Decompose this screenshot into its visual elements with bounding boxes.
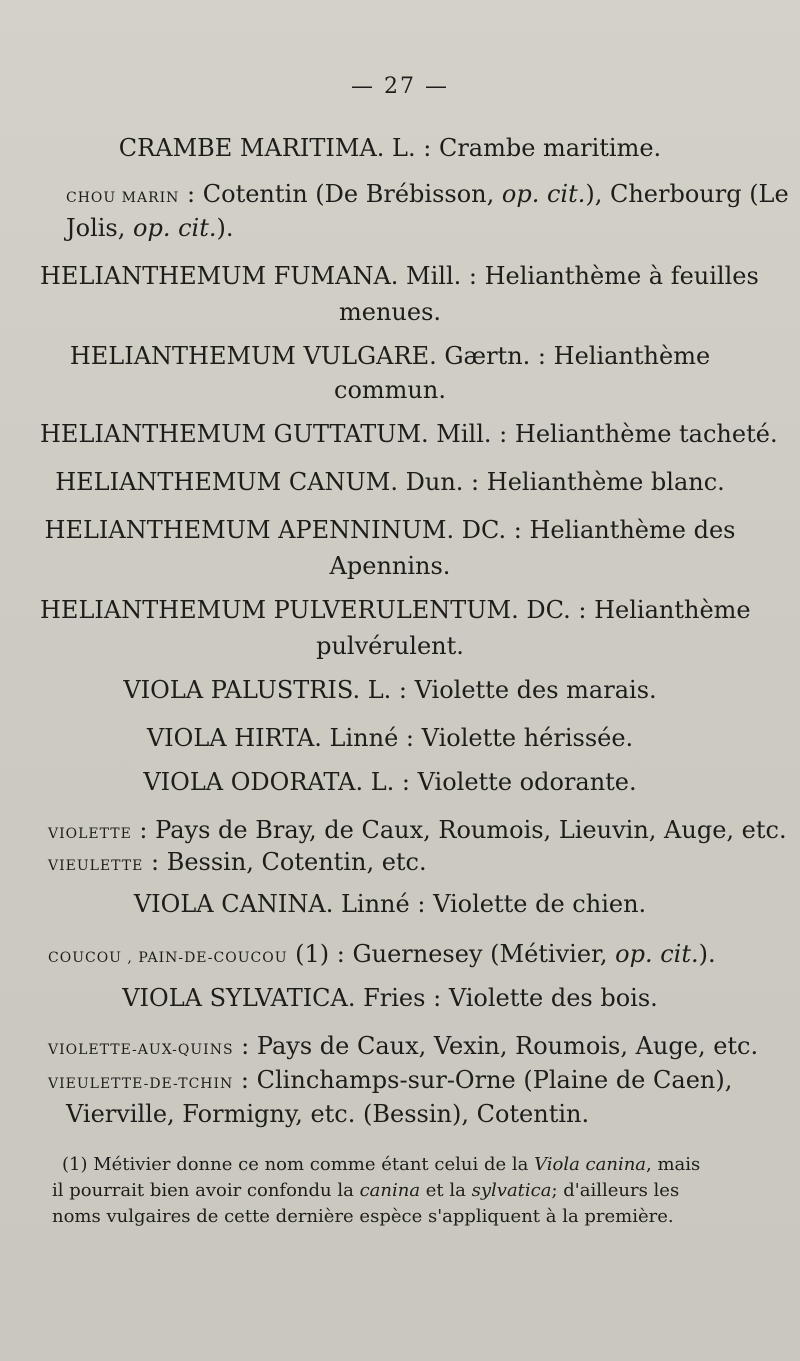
vernacular-vieulette: VIEULETTE : Bessin, Cotentin, etc. bbox=[48, 848, 427, 876]
species-helianthemum-guttatum bbox=[40, 416, 778, 453]
french-name: Violette des marais. bbox=[414, 676, 657, 704]
french-name: Helianthème bbox=[553, 342, 711, 370]
vernacular-chou-marin-cont: Jolis, op. cit.). bbox=[66, 214, 234, 242]
latin-name: VIOLA SYLVATICA. Fries : bbox=[122, 984, 442, 1012]
species-helianthemum-pulverulentum-cont: pulvérulent. bbox=[316, 632, 464, 660]
species-helianthemum-vulgare bbox=[40, 338, 740, 375]
french-name: Helianthème bbox=[594, 596, 751, 624]
latin-name: HELIANTHEMUM FUMANA. Mill. : bbox=[40, 262, 477, 290]
vernacular-vieulette-de-tchin: VIEULETTE-DE-TCHIN : Clinchamps-sur-Orne (Plaine de Caen), bbox=[48, 1066, 733, 1094]
french-name: Helianthème à feuilles bbox=[484, 262, 759, 290]
species-crambe-maritima bbox=[40, 130, 740, 167]
species-viola-sylvatica bbox=[40, 980, 740, 1017]
french-name: Violette des bois. bbox=[448, 984, 658, 1012]
species-viola-hirta bbox=[40, 720, 740, 757]
french-name: Helianthème blanc. bbox=[486, 468, 725, 496]
vernacular-name: COUCOU , PAIN-DE-COUCOU bbox=[48, 950, 288, 966]
species-helianthemum-canum bbox=[40, 464, 740, 501]
species-viola-canina bbox=[40, 886, 740, 923]
latin-name: VIOLA ODORATA. L. : bbox=[143, 768, 410, 796]
page-number: — 27 — bbox=[351, 74, 449, 99]
french-name: Helianthème tacheté. bbox=[514, 420, 778, 448]
species-helianthemum-fumana bbox=[40, 258, 759, 295]
latin-name: HELIANTHEMUM VULGARE. Gærtn. : bbox=[69, 342, 546, 370]
latin-name: CRAMBE MARITIMA. L. : bbox=[118, 134, 432, 162]
vernacular-name: VIOLETTE-AUX-QUINS bbox=[48, 1042, 234, 1058]
french-name: Violette hérissée. bbox=[421, 724, 634, 752]
species-helianthemum-apenninum bbox=[40, 512, 740, 549]
vernacular-name: VIOLETTE bbox=[48, 826, 132, 842]
species-viola-odorata bbox=[40, 764, 740, 801]
species-viola-palustris bbox=[40, 672, 740, 709]
french-name: Violette de chien. bbox=[433, 890, 647, 918]
species-helianthemum-vulgare-cont: commun. bbox=[334, 376, 446, 404]
latin-name: VIOLA HIRTA. Linné : bbox=[146, 724, 415, 752]
latin-name: VIOLA CANINA. Linné : bbox=[133, 890, 426, 918]
footnote-line-2: il pourrait bien avoir confondu la canina et la sylvatica; d'ailleurs les bbox=[52, 1180, 680, 1201]
latin-name: HELIANTHEMUM PULVERULENTUM. DC. : bbox=[40, 596, 587, 624]
french-name: Crambe maritime. bbox=[438, 134, 662, 162]
species-helianthemum-pulverulentum bbox=[40, 592, 751, 629]
footnote-line-3: noms vulgaires de cette dernière espèce s'appliquent à la première. bbox=[52, 1206, 674, 1227]
vernacular-name: VIEULETTE bbox=[48, 858, 144, 874]
vernacular-violette-aux-quins: VIOLETTE-AUX-QUINS : Pays de Caux, Vexin, Roumois, Auge, etc. bbox=[48, 1032, 759, 1060]
vernacular-coucou: COUCOU , PAIN-DE-COUCOU (1) : Guernesey (Métivier, op. cit.). bbox=[48, 940, 716, 968]
vernacular-name: CHOU MARIN bbox=[66, 190, 180, 206]
latin-name: HELIANTHEMUM CANUM. Dun. : bbox=[55, 468, 480, 496]
vernacular-vieulette-de-tchin-cont: Vierville, Formigny, etc. (Bessin), Cotentin. bbox=[66, 1100, 590, 1128]
latin-name: VIOLA PALUSTRIS. L. : bbox=[123, 676, 407, 704]
footnote-line-1: (1) Métivier donne ce nom comme étant celui de la Viola canina, mais bbox=[62, 1154, 701, 1175]
species-helianthemum-fumana-cont: menues. bbox=[338, 298, 442, 326]
french-name: Helianthème des bbox=[529, 516, 736, 544]
latin-name: HELIANTHEMUM APENNINUM. DC. : bbox=[44, 516, 522, 544]
vernacular-chou-marin: CHOU MARIN : Cotentin (De Brébisson, op. cit.), Cherbourg (Le bbox=[66, 180, 789, 208]
vernacular-violette: VIOLETTE : Pays de Bray, de Caux, Roumois, Lieuvin, Auge, etc. bbox=[48, 816, 787, 844]
latin-name: HELIANTHEMUM GUTTATUM. Mill. : bbox=[40, 420, 508, 448]
vernacular-name: VIEULETTE-DE-TCHIN bbox=[48, 1076, 234, 1092]
french-name: Violette odorante. bbox=[417, 768, 637, 796]
species-helianthemum-apenninum-cont: Apennins. bbox=[329, 552, 451, 580]
